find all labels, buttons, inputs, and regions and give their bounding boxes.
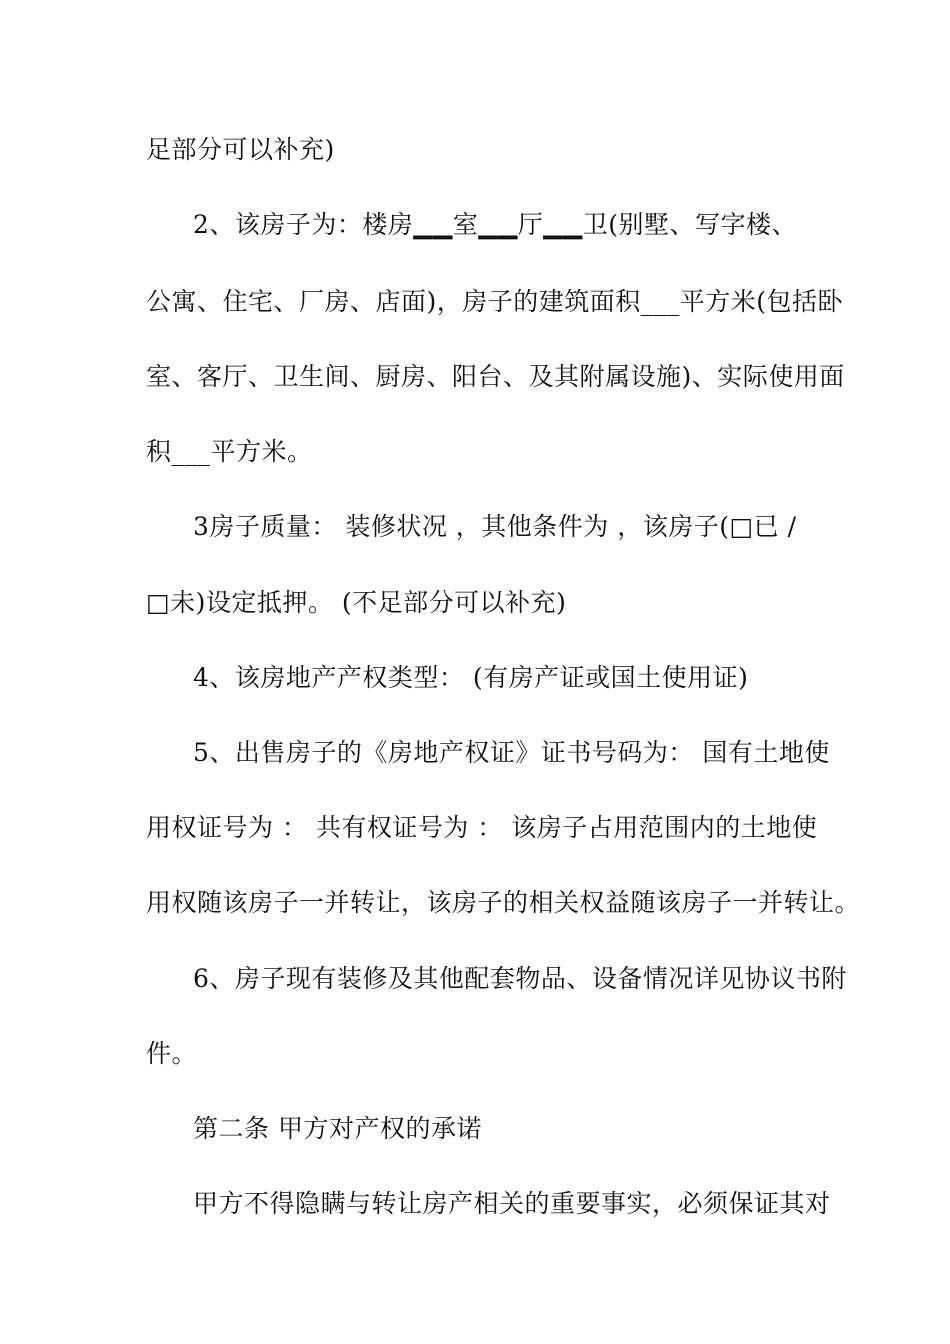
text-line-4: 室、客厅、卫生间、厨房、阳台、及其附属设施)、实际使用面 <box>146 362 845 391</box>
text-line-6: 3房子质量： 装修状况 ，其他条件为 ，该房子(□已 / <box>193 512 797 541</box>
text-line-15: 甲方不得隐瞒与转让房产相关的重要事实，必须保证其对 <box>193 1189 831 1218</box>
text-line-10: 用权证号为 ： 共有权证号为 ： 该房子占用范围内的土地使 <box>146 813 818 842</box>
text-line-9: 5、出售房子的《房地产权证》证书号码为： 国有土地使 <box>193 738 830 767</box>
text-line-13: 件。 <box>146 1039 198 1068</box>
text-line-5: 积___平方米。 <box>146 437 313 466</box>
text-line-8: 4、该房地产产权类型： (有房产证或国土使用证) <box>193 663 749 692</box>
text-line-11: 用权随该房子一并转让，该房子的相关权益随该房子一并转让。 <box>146 888 861 917</box>
text-line-12: 6、房子现有装修及其他配套物品、设备情况详见协议书附 <box>193 964 847 993</box>
text-line-2: 2、该房子为：楼房▁▁室▁▁厅▁▁卫(别墅、写字楼、 <box>193 210 798 239</box>
text-line-7: □未)设定抵押。 (不足部分可以补充) <box>146 588 567 617</box>
text-line-1: 足部分可以补充) <box>146 135 335 164</box>
text-line-3: 公寓、住宅、厂房、店面)，房子的建筑面积___平方米(包括卧 <box>146 287 844 316</box>
section-heading: 第二条 甲方对产权的承诺 <box>193 1114 482 1143</box>
